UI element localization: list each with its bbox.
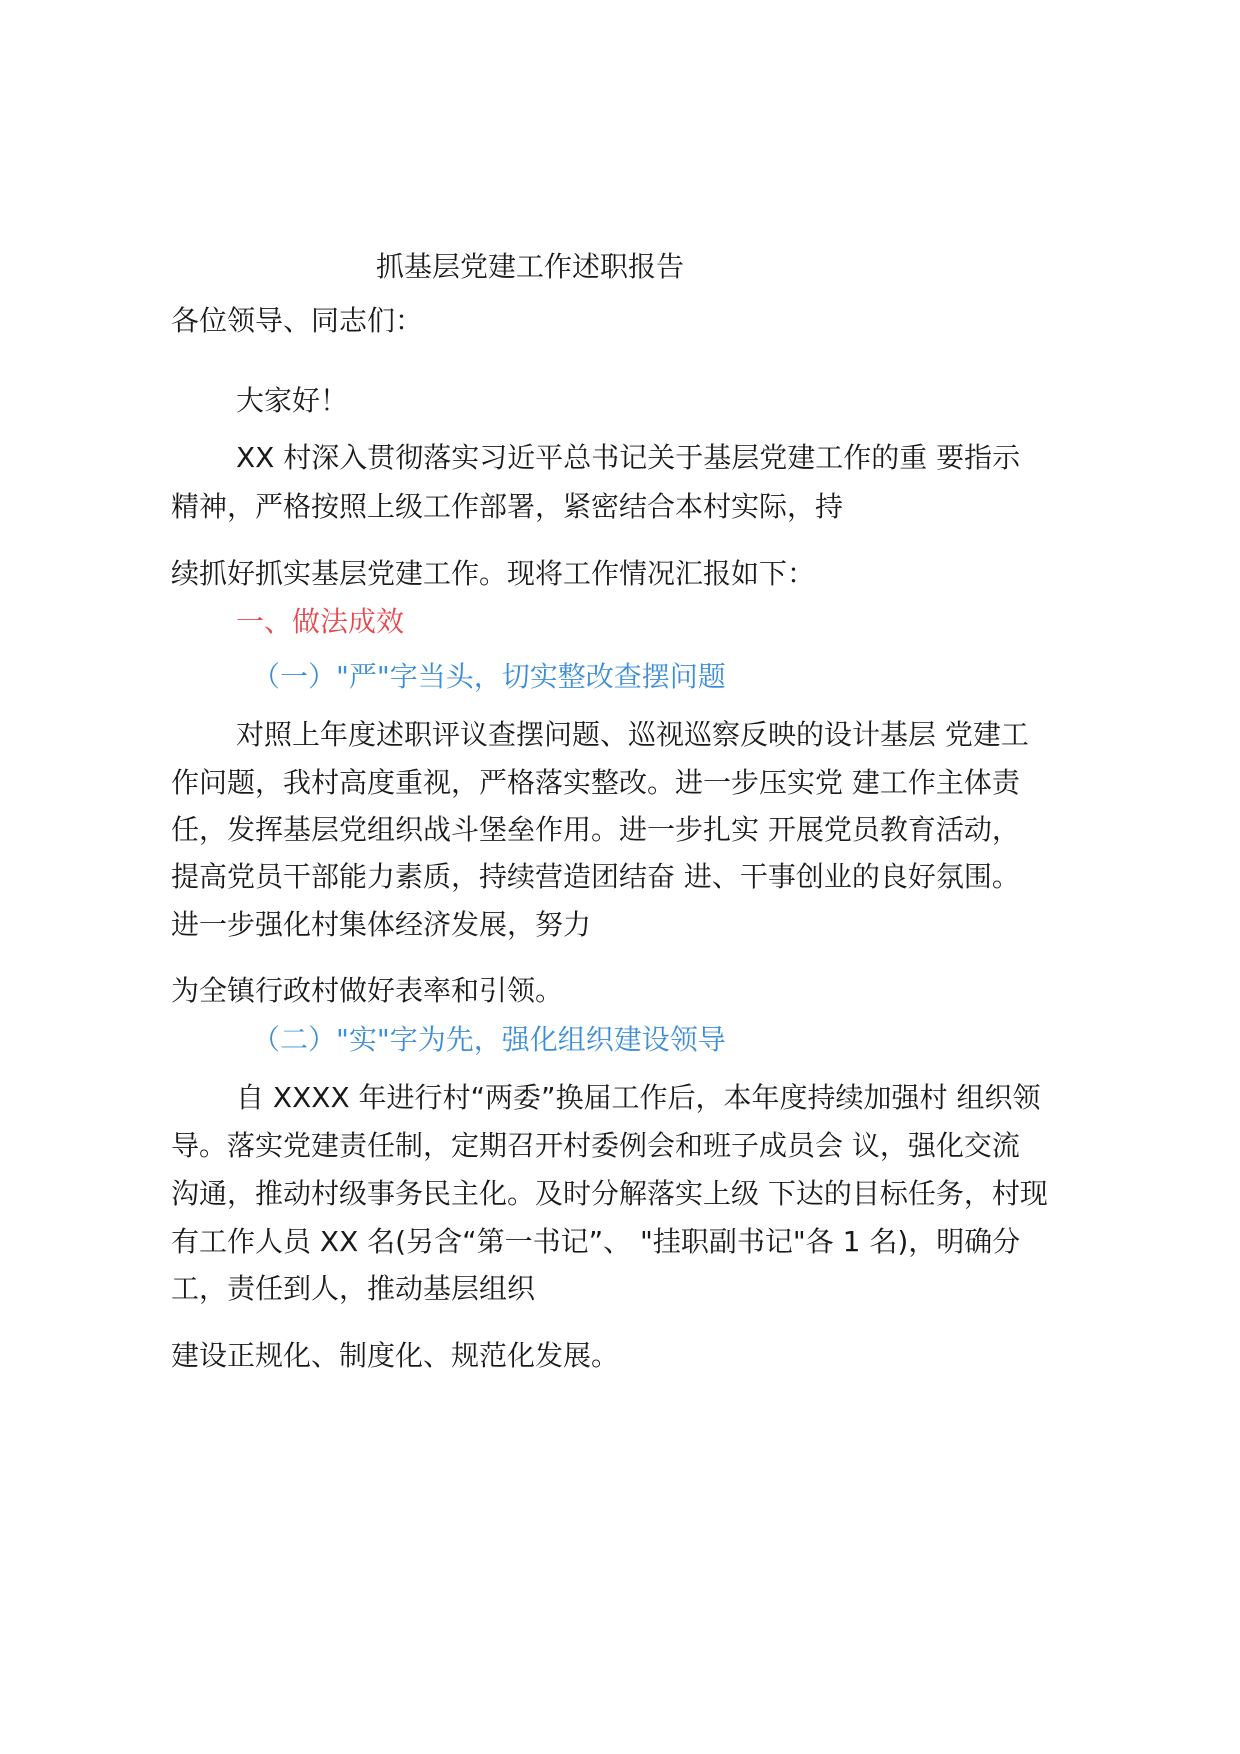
sub1-line-1: 对照上年度述职评议查摆问题、巡视巡察反映的设计基层 党建工 — [236, 718, 1029, 751]
document-title: 抓基层党建工作述职报告 — [376, 250, 685, 283]
sub2-line-6: 建设正规化、制度化、规范化发展。 — [171, 1339, 620, 1372]
sub2-line-4: 有工作人员 XX 名(另含“第一书记”、 "挂职副书记"各 1 名)，明确分 — [171, 1225, 1021, 1258]
section-heading-1: 一、做法成效 — [236, 605, 405, 638]
sub1-line-6: 为全镇行政村做好表率和引领。 — [171, 974, 564, 1007]
sub2-line-2: 导。落实党建责任制，定期召开村委例会和班子成员会 议，强化交流 — [171, 1129, 1020, 1162]
salutation: 各位领导、同志们： — [171, 304, 424, 337]
intro-line-1: XX 村深入贯彻落实习近平总书记关于基层党建工作的重 要指示 — [236, 441, 1021, 474]
sub2-line-1: 自 XXXX 年进行村“两委”换届工作后，本年度持续加强村 组织领 — [236, 1081, 1041, 1114]
subsection-heading-2: （二）"实"字为先，强化组织建设领导 — [252, 1023, 726, 1056]
subsection-heading-1: （一）"严"字当头，切实整改查摆问题 — [252, 660, 726, 693]
sub2-line-5: 工，责任到人，推动基层组织 — [171, 1272, 536, 1305]
intro-line-3: 续抓好抓实基层党建工作。现将工作情况汇报如下： — [171, 557, 816, 590]
intro-line-2: 精神，严格按照上级工作部署，紧密结合本村实际，持 — [171, 490, 844, 523]
greeting: 大家好！ — [236, 384, 349, 417]
sub2-line-3: 沟通，推动村级事务民主化。及时分解落实上级 下达的目标任务，村现 — [171, 1177, 1048, 1210]
sub1-line-2: 作问题，我村高度重视，严格落实整改。进一步压实党 建工作主体责 — [171, 766, 1020, 799]
sub1-line-4: 提高党员干部能力素质，持续营造团结奋 进、干事创业的良好氛围。 — [171, 860, 1020, 893]
sub1-line-5: 进一步强化村集体经济发展，努力 — [171, 908, 592, 941]
sub1-line-3: 任，发挥基层党组织战斗堡垒作用。进一步扎实 开展党员教育活动， — [171, 813, 1020, 846]
